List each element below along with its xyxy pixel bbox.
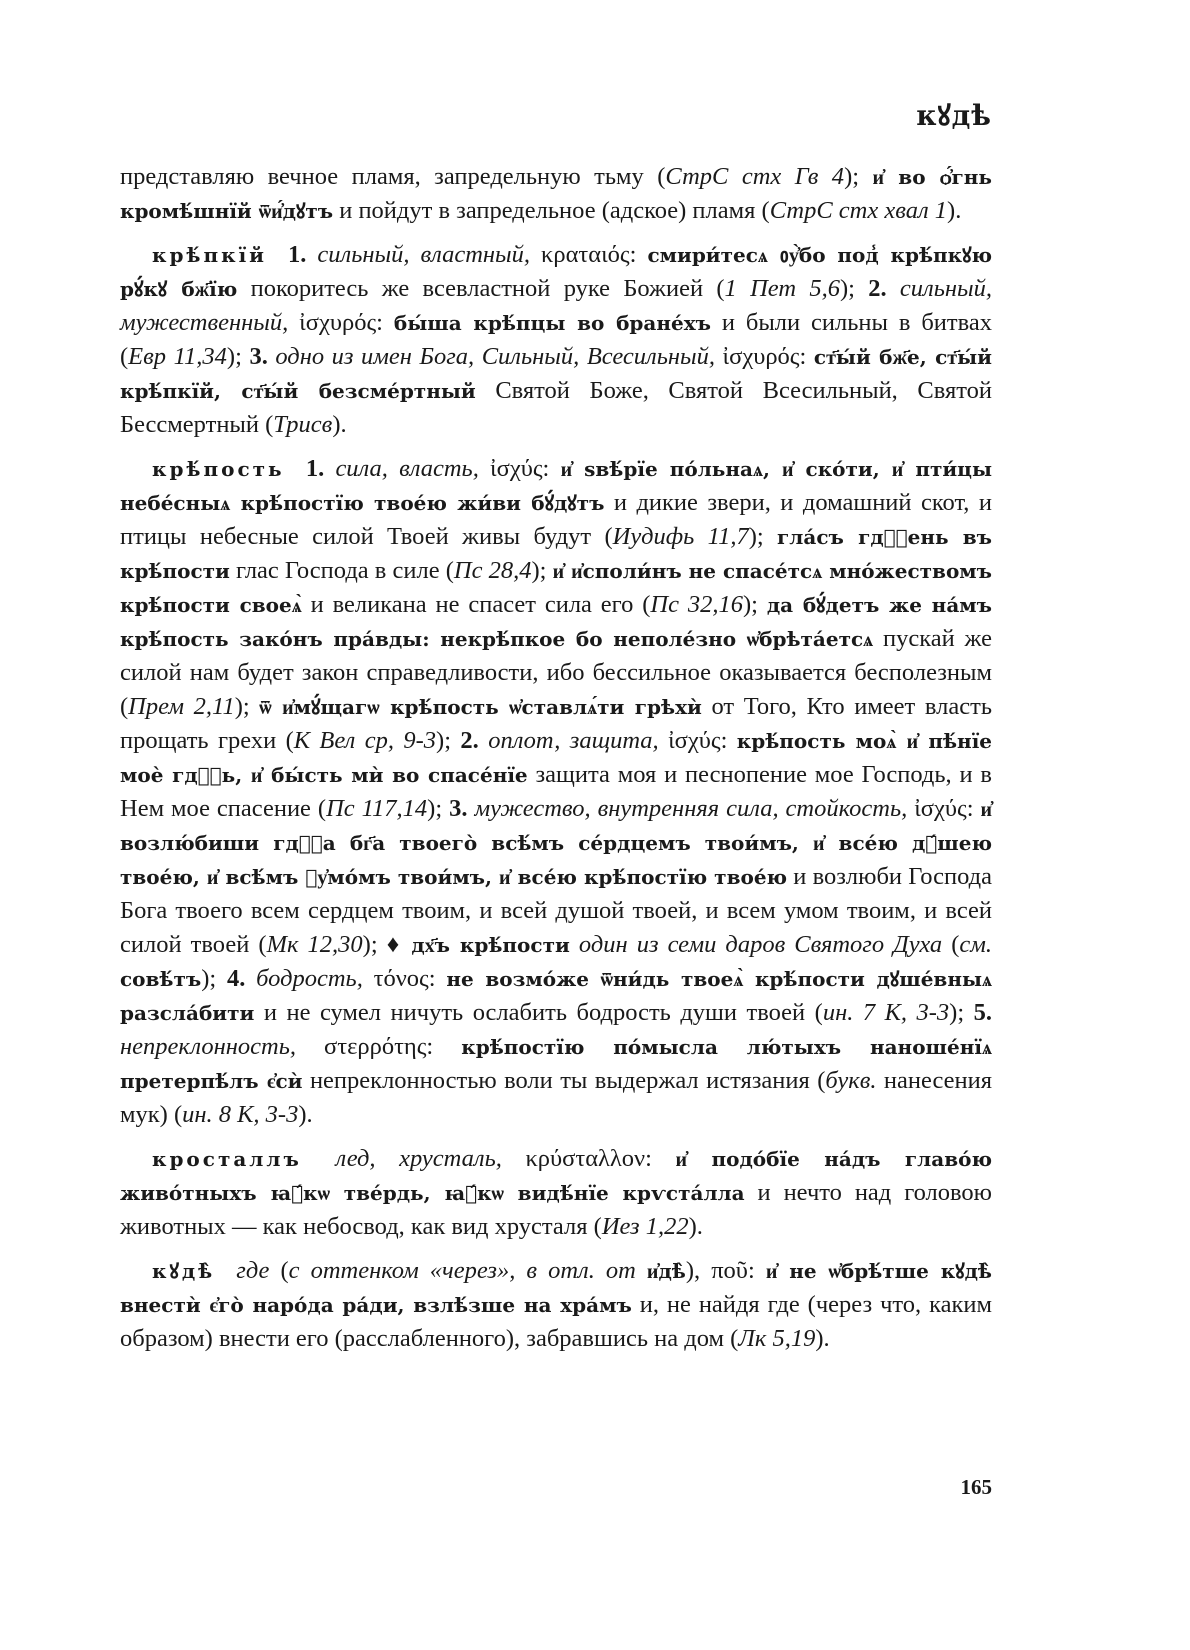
italic-text: букв. — [825, 1067, 877, 1094]
italic-text: оплот, защита, — [488, 727, 659, 754]
sense-number: 1. — [288, 241, 307, 268]
headword: кꙋдѣ̀ — [152, 1259, 216, 1283]
text-run: непреклонностью воли ты выдержал истязания ( — [302, 1067, 826, 1094]
church-slavonic-text: и҆ подо́бїе на́дъ главо́ю живо́тныхъ ꙗ҆́кѡ тве́рдь, ꙗ҆́кѡ видѣ́нїе крѵста́лла — [120, 1147, 992, 1205]
italic-text: лед, хрусталь, — [335, 1145, 502, 1172]
text-run: и возлюби Господа Бога твоего всем сердцем твоим, и всей душой твоей, и всем умом твоим, и всей силой твоей ( — [120, 863, 993, 958]
text-run: ). — [298, 1101, 313, 1128]
church-slavonic-text: да бꙋ́детъ же на́мъ крѣ́пость зако́нъ пра́вды: некрѣ́пкое бо неполе́зно ѡ҆брѣта́етсѧ — [120, 593, 992, 651]
church-slavonic-text: не возмо́же ѿни́дь твоеѧ̀ крѣ́пости дꙋше́вныѧ разсла́бити — [120, 967, 993, 1025]
text-run: ); ♦ — [362, 931, 412, 958]
text-run: κραταιός: — [530, 241, 648, 268]
text-run — [245, 965, 256, 992]
text-run: ); — [839, 275, 869, 302]
italic-text: сильный, мужественный, — [120, 275, 993, 336]
italic-text: где — [236, 1257, 270, 1284]
italic-text: К Вел ср, 9-3 — [293, 727, 437, 754]
text-run — [636, 1257, 647, 1284]
church-slavonic-text: смири́тесѧ ᲂу҆̀бо под̾ крѣ́пкꙋю рꙋ́кꙋ бж҃їю — [120, 243, 992, 301]
italic-text: с оттенком «через», в отл. от — [288, 1257, 636, 1284]
church-slavonic-text: и҆ ѕвѣ́рїе по́льнаѧ, и҆ ско́ти, и҆ пти́цы небе́сныѧ крѣ́постїю твое́ю жи́ви бꙋ́дꙋтъ — [120, 457, 993, 515]
church-slavonic-text: ст҃ы́й бж҃е, ст҃ы́й крѣ́пкїй, ст҃ы́й безсме́ртный — [120, 345, 992, 403]
text-run — [324, 455, 335, 482]
text-run: ); — [844, 163, 873, 190]
text-run: ). — [332, 411, 347, 438]
text-run — [225, 1257, 236, 1284]
italic-text: Лк 5,19 — [738, 1325, 816, 1352]
italic-text: Прем 2,11 — [128, 693, 235, 720]
text-run: ); — [742, 591, 767, 618]
entry-continuation — [120, 160, 992, 228]
text-run — [887, 275, 900, 302]
italic-text: Трисв — [273, 411, 333, 438]
sense-number: 3. — [249, 343, 268, 370]
text-run: ); — [427, 795, 450, 822]
page-number: 165 — [960, 1475, 992, 1499]
italic-text: бодрость, — [256, 965, 363, 992]
text-run — [312, 1145, 336, 1172]
text-run: ). — [688, 1213, 703, 1240]
text-run: от Того, Кто имеет власть прощать грехи ( — [120, 693, 992, 754]
text-run: и нечто над головою животных — как небосвод, как вид хрусталя ( — [120, 1179, 992, 1240]
entry-krepost — [120, 452, 992, 1132]
text-run — [570, 931, 579, 958]
sense-number: 3. — [449, 795, 468, 822]
entry-krepkiy — [120, 238, 992, 442]
sense-number: 1. — [305, 455, 325, 482]
italic-text: Пс 28,4 — [453, 557, 532, 584]
text-run: ἰσχύς: — [658, 727, 737, 754]
church-slavonic-text: дх҃ъ крѣ́пости — [411, 933, 570, 957]
text-run: ), ποῦ: — [685, 1257, 766, 1284]
italic-text: Иудифь 11,7 — [612, 523, 749, 550]
text-run: и не сумел ничуть ослабить бодрость души твоей ( — [254, 999, 823, 1026]
italic-text: 1 Пет 5,6 — [724, 275, 840, 302]
text-run: ). — [815, 1325, 830, 1352]
sense-number: 4. — [226, 965, 246, 992]
church-slavonic-text: и҆ не ѡ҆брѣ́тше кꙋдѣ̀ внестѝ є҆го̀ наро́да ра́ди, взлѣ́зше на хра́мъ — [120, 1259, 992, 1317]
text-run: κρύσταλλον: — [501, 1145, 676, 1172]
text-run: στερρότης: — [296, 1033, 462, 1060]
italic-text: одно из имен Бога, Сильный, Всесильный, — [275, 343, 715, 370]
entry-kude — [120, 1254, 992, 1356]
headword: крѣ́пкїй — [152, 243, 268, 267]
italic-text: ин. 7 К, 3-3 — [822, 999, 950, 1026]
text-run: нанесения мук) ( — [120, 1067, 992, 1128]
text-run: ); — [436, 727, 461, 754]
italic-text: непреклонность, — [120, 1033, 296, 1060]
italic-text: мужество, внутренняя сила, стойкость, — [474, 795, 908, 822]
italic-text: Евр 11,34 — [128, 343, 227, 370]
text-run: представляю вечное пламя, запредельную тьму ( — [120, 163, 666, 190]
text-run: ἰσχυρός: — [288, 309, 394, 336]
text-run: ). — [947, 197, 962, 224]
sense-number: 2. — [868, 275, 887, 302]
sense-number: 5. — [973, 999, 992, 1026]
text-run: покоритесь же всевластной руке Божией ( — [237, 275, 725, 302]
italic-text: сильный, властный, — [317, 241, 531, 268]
text-run — [479, 727, 488, 754]
text-run — [295, 455, 306, 482]
text-run: ( — [942, 931, 960, 958]
church-slavonic-text: и҆ во ѻ҆́гнь кромѣ́шнїй ѿи҆́дꙋтъ — [120, 165, 992, 223]
text-run: ἰσχύς: — [907, 795, 981, 822]
italic-text: Иез 1,22 — [601, 1213, 689, 1240]
text-run: ); — [201, 965, 227, 992]
body-text — [120, 160, 992, 1366]
text-run: и великана не спасет сила его ( — [301, 591, 651, 618]
text-run: и были сильны в битвах ( — [120, 309, 992, 370]
text-run: Святой Боже, Святой Всесильный, Святой Бессмертный ( — [120, 377, 992, 438]
text-run: и, не найдя где (через что, каким образом) внести его (расслабленного), забравшись на дом ( — [120, 1291, 993, 1352]
text-run: ); — [748, 523, 778, 550]
church-slavonic-text: и҆дѣ̀ — [646, 1259, 686, 1283]
text-run: и пойдут в запредельное (адское) пламя ( — [333, 197, 770, 224]
text-run: пускай же силой нам будет закон справедливости, ибо бессильное оказывается бесполезным ( — [120, 625, 992, 720]
italic-text: Пс 32,16 — [650, 591, 743, 618]
text-run: ); — [234, 693, 260, 720]
text-run — [277, 241, 288, 268]
italic-text: СтрС стх Гв 4 — [665, 163, 845, 190]
text-run: ); — [949, 999, 974, 1026]
italic-text: Мк 12,30 — [266, 931, 363, 958]
sense-number: 2. — [460, 727, 479, 754]
text-run: τόνος: — [362, 965, 447, 992]
running-head: кꙋдѣ — [916, 99, 992, 132]
text-run: защита моя и песнопение мое Господь, и в Нем мое спасение ( — [120, 761, 993, 822]
italic-text: см. — [959, 931, 993, 958]
entry-krystall — [120, 1142, 992, 1244]
headword: кросталлъ — [152, 1147, 302, 1171]
church-slavonic-text: и҆ и҆споли́нъ не спасе́тсѧ мно́жествомъ крѣ́пости своеѧ̀ — [120, 559, 992, 617]
headword: крѣ́пость — [152, 457, 285, 481]
church-slavonic-text: ѿ и҆мꙋ́щагѡ крѣ́пость ѡ҆ставлѧ́ти грѣхѝ — [259, 695, 702, 719]
italic-text: сила, власть, — [335, 455, 479, 482]
church-slavonic-text: бы́ша крѣ́пцы во бране́хъ — [393, 311, 711, 335]
church-slavonic-text: совѣ́тъ — [120, 967, 202, 991]
text-run: ἰσχυρός: — [714, 343, 814, 370]
italic-text: СтрС стх хвал 1 — [769, 197, 948, 224]
text-run: ); — [531, 557, 553, 584]
church-slavonic-text: и҆ возлю́биши гдⷭ҇а бг҃а твоего̀ всѣ́мъ се́рдцемъ твои́мъ, и҆ все́ю дꙋ́шею твое́ю, и҆ всѣ́мъ ᲂу҆мо́мъ твои́мъ, и҆ все́ю крѣ́постїю твое́ю — [120, 797, 993, 889]
italic-text: ин. 8 К, 3-3 — [182, 1101, 299, 1128]
italic-text: один из семи даров Святого Духа — [578, 931, 943, 958]
text-run — [306, 241, 317, 268]
text-run: и дикие звери, и домашний скот, и птицы небесные силой Твоей живы будут ( — [120, 489, 993, 550]
church-slavonic-text: гла́съ гдⷭ҇ень въ крѣ́пости — [120, 525, 993, 583]
text-run: ); — [226, 343, 250, 370]
text-run: ( — [269, 1257, 289, 1284]
church-slavonic-text: крѣ́постїю по́мысла лю́тыхъ наноше́нїѧ претерпѣ́лъ є҆сѝ — [120, 1035, 992, 1093]
text-run: ἰσχύς: — [478, 455, 561, 482]
church-slavonic-text: крѣ́пость моѧ̀ и҆ пѣ́нїе моѐ гдⷭ҇ь, и҆ бы́сть мѝ во спасе́нїе — [120, 729, 993, 787]
text-run: глас Господа в силе ( — [229, 557, 454, 584]
italic-text: Пс 117,14 — [326, 795, 428, 822]
